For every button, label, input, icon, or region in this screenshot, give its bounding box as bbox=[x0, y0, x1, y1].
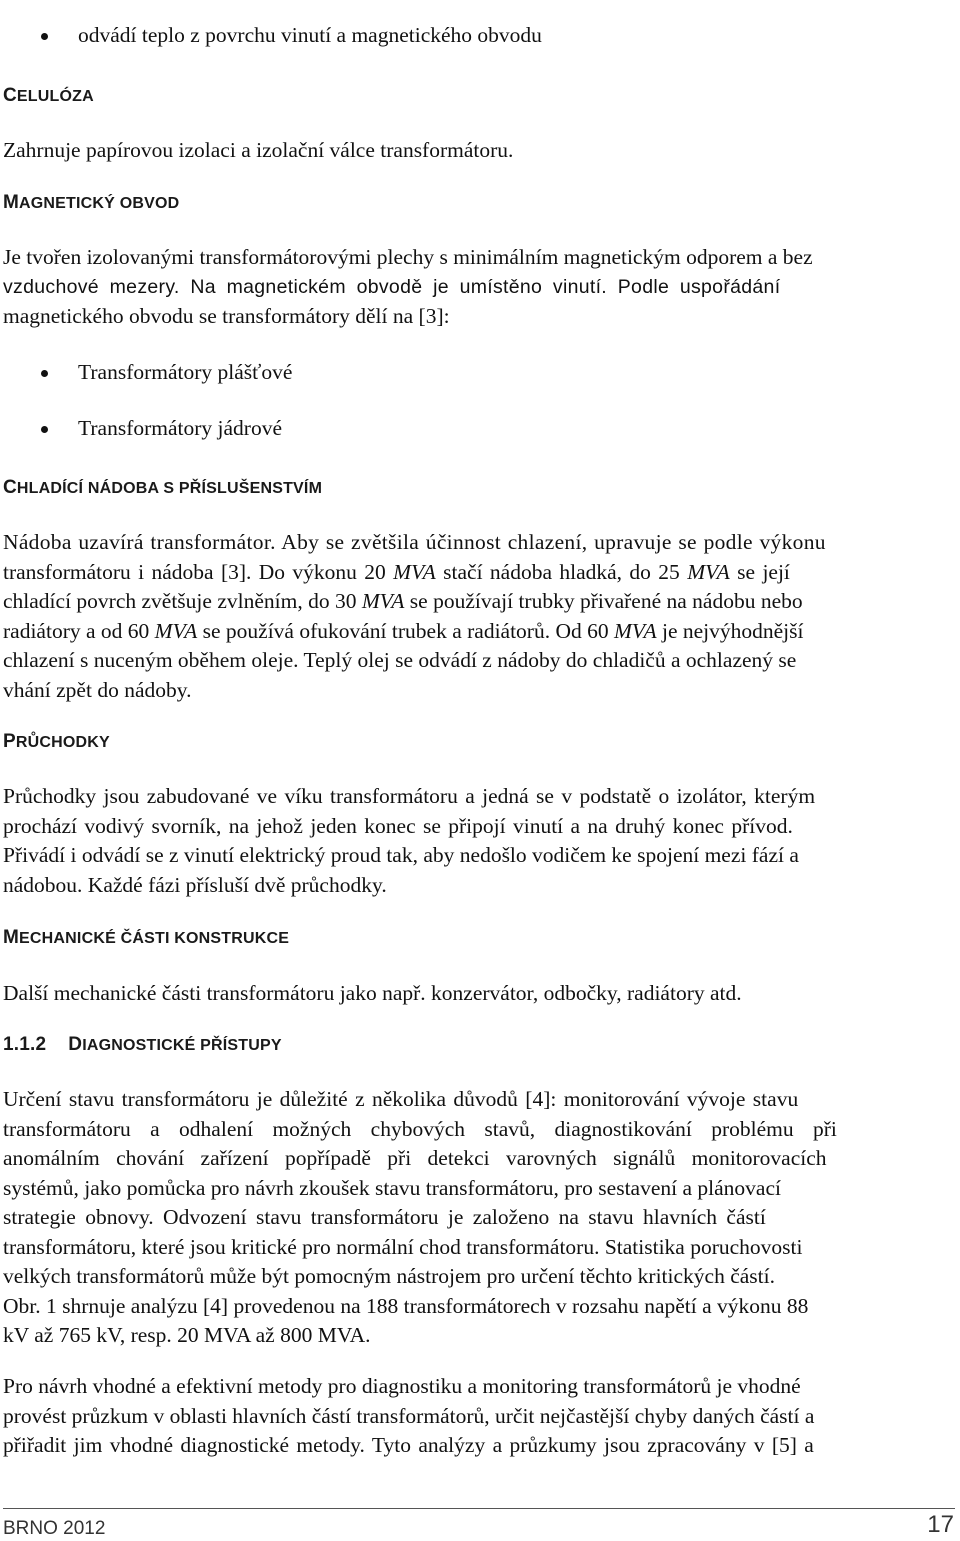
text-line: transformátoru a odhalení možných chybových stavů, diagnostikování problému při bbox=[3, 1116, 837, 1141]
paragraph-celuloza: Zahrnuje papírovou izolaci a izolační válce transformátoru. bbox=[3, 138, 514, 162]
text-line: strategie obnovy. Odvození stavu transformátoru je založeno na stavu hlavních částí bbox=[3, 1205, 766, 1229]
bullet-item bbox=[0, 414, 960, 444]
paragraph-mechanicke-casti: Další mechanické části transformátoru jako např. konzervátor, odbočky, radiátory atd. bbox=[3, 981, 742, 1005]
text-line: vhání zpět do nádoby. bbox=[3, 677, 192, 702]
text-line: transformátoru i nádoba [3]. Do výkonu 20 MVA stačí nádoba hladká, do 25 MVA se její bbox=[3, 559, 790, 584]
section-heading-mechanicke-casti: MECHANICKÉ ČÁSTI KONSTRUKCE bbox=[3, 927, 290, 948]
bullet-item bbox=[0, 21, 960, 51]
text-line: systémů, jako pomůcka pro návrh zkoušek stavu transformátoru, pro sestavení a plánovací bbox=[3, 1175, 781, 1200]
bullet-dot-icon bbox=[41, 370, 48, 377]
text-line: Určení stavu transformátoru je důležité z několika důvodů [4]: monitorování vývoje stavu bbox=[3, 1087, 799, 1111]
text-line: vzduchové mezery. Na magnetickém obvodě je umístěno vinutí. Podle uspořádání bbox=[3, 275, 781, 298]
text-line: chlazení s nuceným oběhem oleje. Teplý olej se odvádí z nádoby do chladičů a ochlazený se bbox=[3, 648, 797, 672]
text-line: Obr. 1 shrnuje analýzu [4] provedenou na 188 transformátorech v rozsahu napětí a výkonu 88 bbox=[3, 1293, 809, 1318]
footer-divider bbox=[3, 1508, 955, 1509]
text-line: kV až 765 kV, resp. 20 MVA až 800 MVA. bbox=[3, 1323, 371, 1347]
text-line: přiřadit jim vhodné diagnostické metody. Tyto analýzy a průzkumy jsou zpracovány v [5] a bbox=[3, 1433, 814, 1457]
paragraph-diagnosticke-1 bbox=[3, 1085, 955, 1351]
text-line: prochází vodivý svorník, na jehož jeden konec se připojí vinutí a na druhý konec přívod. bbox=[3, 813, 793, 838]
section-heading-chladici-nadoba: CHLADÍCÍ NÁDOBA S PŘÍSLUŠENSTVÍM bbox=[3, 477, 323, 498]
section-heading-pruchodky: PRŮCHODKY bbox=[3, 731, 110, 752]
bullet-item bbox=[0, 358, 960, 388]
text-line: provést průzkum v oblasti hlavních částí transformátorů, určit nejčastější chyby daných částí a bbox=[3, 1403, 815, 1428]
text-line: magnetického obvodu se transformátory dělí na [3]: bbox=[3, 304, 450, 328]
bullet-dot-icon bbox=[41, 33, 48, 40]
section-heading-celuloza: CELULÓZA bbox=[3, 85, 94, 106]
paragraph-magneticky-obvod bbox=[3, 243, 955, 332]
bullet-text: Transformátory jádrové bbox=[78, 416, 283, 440]
paragraph-diagnosticke-2 bbox=[3, 1372, 955, 1461]
text-line: Přivádí i odvádí se z vinutí elektrický proud tak, aby nedošlo vodičem ke spojení mezi fází a bbox=[3, 843, 799, 867]
bullet-text: Transformátory plášťové bbox=[78, 360, 293, 384]
text-line: Nádoba uzavírá transformátor. Aby se zvětšila účinnost chlazení, upravuje se podle výkonu bbox=[3, 530, 826, 554]
bullet-text: odvádí teplo z povrchu vinutí a magnetického obvodu bbox=[78, 23, 542, 47]
footer-location-year: BRNO 2012 bbox=[3, 1518, 106, 1539]
bullet-dot-icon bbox=[41, 426, 48, 433]
paragraph-pruchodky bbox=[3, 782, 955, 900]
section-heading-diagnosticke-pristupy: 1.1.2 DIAGNOSTICKÉ PŘÍSTUPY bbox=[3, 1034, 282, 1055]
text-line: chladící povrch zvětšuje zvlněním, do 30 MVA se používají trubky přivařené na nádobu nebo bbox=[3, 589, 803, 613]
text-line: velkých transformátorů může být pomocným nástrojem pro určení těchto kritických částí. bbox=[3, 1264, 775, 1288]
text-line: nádobou. Každé fázi přísluší dvě průchodky. bbox=[3, 872, 387, 897]
text-line: Je tvořen izolovanými transformátorovými plechy s minimálním magnetickým odporem a bez bbox=[3, 245, 813, 269]
text-line: radiátory a od 60 MVA se používá ofukování trubek a radiátorů. Od 60 MVA je nejvýhodnější bbox=[3, 618, 804, 643]
page-number: 17 bbox=[927, 1511, 954, 1538]
text-line: transformátoru, které jsou kritické pro normální chod transformátoru. Statistika poruchovosti bbox=[3, 1234, 803, 1259]
section-heading-magneticky-obvod: MAGNETICKÝ OBVOD bbox=[3, 192, 180, 213]
text-line: Průchodky jsou zabudované ve víku transformátoru a jedná se v podstatě o izolátor, kterým bbox=[3, 784, 816, 808]
text-line: anomálním chování zařízení popřípadě při detekci varovných signálů monitorovacích bbox=[3, 1146, 827, 1170]
text-line: Pro návrh vhodné a efektivní metody pro diagnostiku a monitoring transformátorů je vhodné bbox=[3, 1374, 801, 1398]
paragraph-chladici-nadoba bbox=[3, 528, 955, 705]
